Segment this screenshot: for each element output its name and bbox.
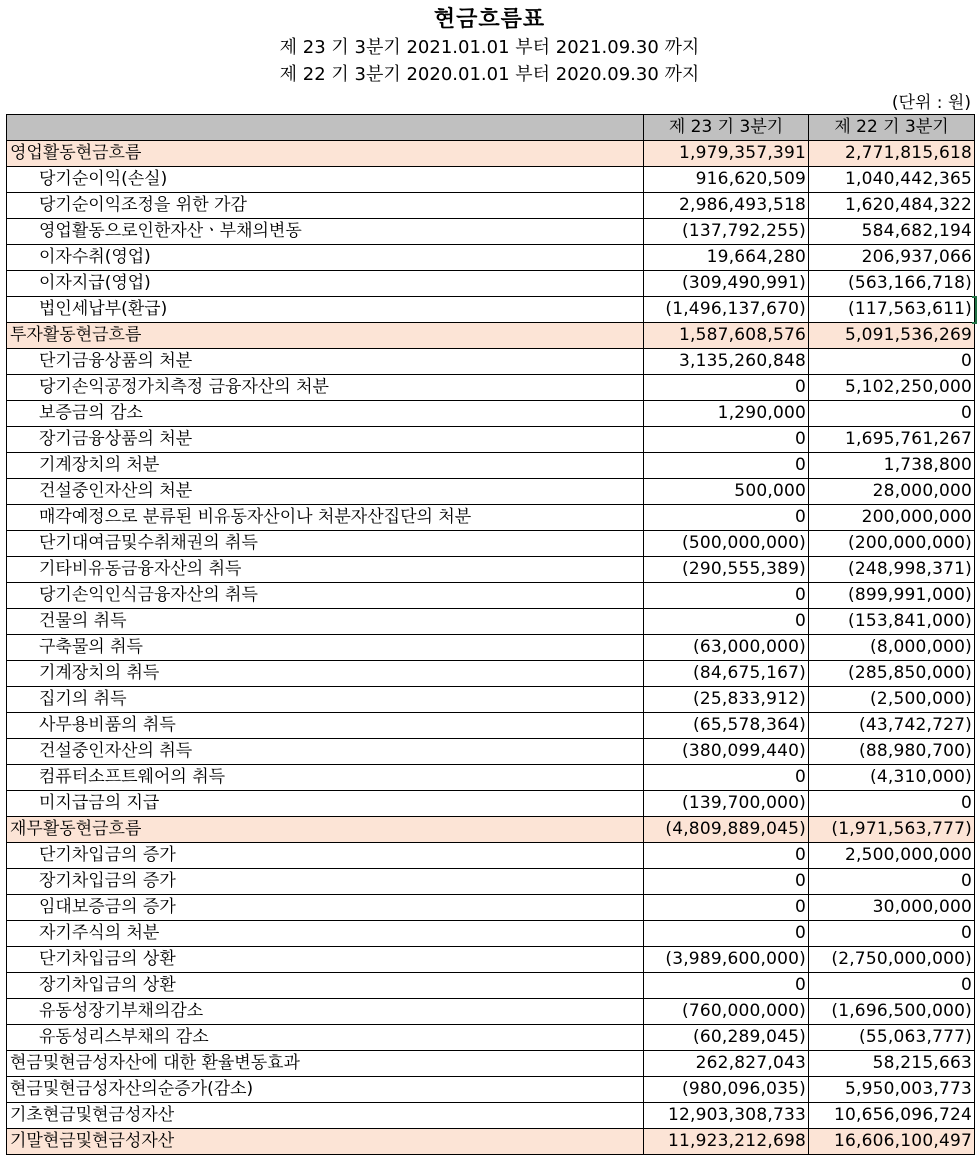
row-label[interactable]: 투자활동현금흐름 bbox=[7, 323, 644, 349]
value-current[interactable]: 0 bbox=[644, 375, 809, 401]
table-row bbox=[7, 609, 975, 635]
cash-flow-table bbox=[6, 114, 975, 1155]
header-cell-label[interactable] bbox=[7, 115, 644, 141]
value-prior[interactable]: (4,310,000) bbox=[809, 765, 975, 791]
value-prior[interactable]: (899,991,000) bbox=[809, 583, 975, 609]
value-prior[interactable]: (153,841,000) bbox=[809, 609, 975, 635]
value-current[interactable]: 11,923,212,698 bbox=[644, 1129, 809, 1155]
row-label[interactable]: 이자수취(영업) bbox=[7, 245, 644, 271]
value-prior[interactable]: (248,998,371) bbox=[809, 557, 975, 583]
row-label[interactable]: 단기금융상품의 처분 bbox=[7, 349, 644, 375]
row-label[interactable]: 법인세납부(환급) bbox=[7, 297, 644, 323]
table-row bbox=[7, 427, 975, 453]
value-prior[interactable]: 5,091,536,269 bbox=[809, 323, 975, 349]
value-prior[interactable]: 58,215,663 bbox=[809, 1051, 975, 1077]
row-label[interactable]: 당기순이익(손실) bbox=[7, 167, 644, 193]
value-current[interactable]: 2,986,493,518 bbox=[644, 193, 809, 219]
row-label[interactable]: 현금및현금성자산에 대한 환율변동효과 bbox=[7, 1051, 644, 1077]
table-row bbox=[7, 973, 975, 999]
row-label[interactable]: 컴퓨터소프트웨어의 취득 bbox=[7, 765, 644, 791]
value-prior[interactable]: (285,850,000) bbox=[809, 661, 975, 687]
value-current[interactable]: 1,290,000 bbox=[644, 401, 809, 427]
value-current[interactable]: 0 bbox=[644, 765, 809, 791]
statement-title: 현금흐름표 bbox=[433, 7, 546, 32]
value-current[interactable]: 0 bbox=[644, 869, 809, 895]
value-prior[interactable]: (117,563,611) bbox=[809, 297, 975, 323]
value-prior[interactable]: 30,000,000 bbox=[809, 895, 975, 921]
total-row bbox=[7, 1129, 975, 1155]
row-label[interactable]: 유동성리스부채의 감소 bbox=[7, 1025, 644, 1051]
row-label[interactable]: 당기손익인식금융자산의 취득 bbox=[7, 583, 644, 609]
value-current[interactable]: 0 bbox=[644, 453, 809, 479]
row-label[interactable]: 건설중인자산의 처분 bbox=[7, 479, 644, 505]
value-current[interactable]: 19,664,280 bbox=[644, 245, 809, 271]
table-row bbox=[7, 921, 975, 947]
value-prior[interactable]: (43,742,727) bbox=[809, 713, 975, 739]
value-current[interactable]: 0 bbox=[644, 921, 809, 947]
row-label[interactable]: 미지급금의 지급 bbox=[7, 791, 644, 817]
value-current[interactable]: (500,000,000) bbox=[644, 531, 809, 557]
table-row bbox=[7, 271, 975, 297]
table-row bbox=[7, 661, 975, 687]
value-prior[interactable]: 1,620,484,322 bbox=[809, 193, 975, 219]
table-row bbox=[7, 297, 975, 323]
value-current[interactable]: (380,099,440) bbox=[644, 739, 809, 765]
value-current[interactable]: 500,000 bbox=[644, 479, 809, 505]
table-row bbox=[7, 765, 975, 791]
value-prior[interactable]: (8,000,000) bbox=[809, 635, 975, 661]
value-current[interactable]: 1,587,608,576 bbox=[644, 323, 809, 349]
value-current[interactable]: (760,000,000) bbox=[644, 999, 809, 1025]
row-label[interactable]: 재무활동현금흐름 bbox=[7, 817, 644, 843]
value-prior[interactable]: 206,937,066 bbox=[809, 245, 975, 271]
table-row bbox=[7, 713, 975, 739]
row-label[interactable]: 당기손익공정가치측정 금융자산의 처분 bbox=[7, 375, 644, 401]
row-label[interactable]: 건물의 취득 bbox=[7, 609, 644, 635]
row-label[interactable]: 기계장치의 처분 bbox=[7, 453, 644, 479]
value-current[interactable]: (1,496,137,670) bbox=[644, 297, 809, 323]
value-prior[interactable]: 0 bbox=[809, 921, 975, 947]
value-current[interactable]: 0 bbox=[644, 973, 809, 999]
value-current[interactable]: 1,979,357,391 bbox=[644, 141, 809, 167]
value-prior[interactable]: 2,771,815,618 bbox=[809, 141, 975, 167]
row-label[interactable]: 기타비유동금융자산의 취득 bbox=[7, 557, 644, 583]
row-label[interactable]: 장기차입금의 증가 bbox=[7, 869, 644, 895]
row-label[interactable]: 현금및현금성자산의순증가(감소) bbox=[7, 1077, 644, 1103]
value-current[interactable]: (63,000,000) bbox=[644, 635, 809, 661]
value-prior[interactable]: 1,695,761,267 bbox=[809, 427, 975, 453]
table-row bbox=[7, 219, 975, 245]
row-label[interactable]: 건설중인자산의 취득 bbox=[7, 739, 644, 765]
value-current[interactable]: 0 bbox=[644, 427, 809, 453]
table-row bbox=[7, 349, 975, 375]
table-row bbox=[7, 505, 975, 531]
table-row bbox=[7, 375, 975, 401]
value-prior[interactable]: (563,166,718) bbox=[809, 271, 975, 297]
value-prior[interactable]: (200,000,000) bbox=[809, 531, 975, 557]
table-body bbox=[7, 141, 975, 1155]
table-row bbox=[7, 1103, 975, 1129]
row-label[interactable]: 장기금융상품의 처분 bbox=[7, 427, 644, 453]
value-prior[interactable]: 16,606,100,497 bbox=[809, 1129, 975, 1155]
value-current[interactable]: (25,833,912) bbox=[644, 687, 809, 713]
value-current[interactable]: 0 bbox=[644, 843, 809, 869]
table-row bbox=[7, 1025, 975, 1051]
header-cell-current[interactable]: 제 23 기 3분기 bbox=[644, 115, 809, 141]
row-label[interactable]: 임대보증금의 증가 bbox=[7, 895, 644, 921]
value-current[interactable]: 0 bbox=[644, 895, 809, 921]
row-label[interactable]: 사무용비품의 취득 bbox=[7, 713, 644, 739]
table-row bbox=[7, 999, 975, 1025]
cell-selection-marker bbox=[972, 296, 977, 324]
value-current[interactable]: (980,096,035) bbox=[644, 1077, 809, 1103]
value-current[interactable]: (65,578,364) bbox=[644, 713, 809, 739]
value-prior[interactable]: 0 bbox=[809, 349, 975, 375]
table-row bbox=[7, 583, 975, 609]
section-row bbox=[7, 141, 975, 167]
row-label[interactable]: 당기순이익조정을 위한 가감 bbox=[7, 193, 644, 219]
table-row bbox=[7, 245, 975, 271]
table-row bbox=[7, 687, 975, 713]
value-prior[interactable]: 200,000,000 bbox=[809, 505, 975, 531]
table-row bbox=[7, 401, 975, 427]
value-current[interactable]: (60,289,045) bbox=[644, 1025, 809, 1051]
row-label[interactable]: 기계장치의 취득 bbox=[7, 661, 644, 687]
unit-label: (단위 : 원) bbox=[891, 93, 971, 113]
value-prior[interactable]: 584,682,194 bbox=[809, 219, 975, 245]
value-prior[interactable]: 1,738,800 bbox=[809, 453, 975, 479]
value-current[interactable]: (290,555,389) bbox=[644, 557, 809, 583]
value-current[interactable]: (139,700,000) bbox=[644, 791, 809, 817]
value-current[interactable]: 262,827,043 bbox=[644, 1051, 809, 1077]
table-row bbox=[7, 479, 975, 505]
header-cell-prior[interactable]: 제 22 기 3분기 bbox=[809, 115, 975, 141]
value-current[interactable]: (84,675,167) bbox=[644, 661, 809, 687]
row-label[interactable]: 유동성장기부채의감소 bbox=[7, 999, 644, 1025]
table-row bbox=[7, 895, 975, 921]
value-prior[interactable]: 28,000,000 bbox=[809, 479, 975, 505]
value-prior[interactable]: 5,950,003,773 bbox=[809, 1077, 975, 1103]
row-label[interactable]: 구축물의 취득 bbox=[7, 635, 644, 661]
row-label[interactable]: 단기차입금의 상환 bbox=[7, 947, 644, 973]
table-row bbox=[7, 1077, 975, 1103]
value-prior[interactable]: (55,063,777) bbox=[809, 1025, 975, 1051]
table-row bbox=[7, 791, 975, 817]
value-prior[interactable]: (1,696,500,000) bbox=[809, 999, 975, 1025]
table-row bbox=[7, 193, 975, 219]
table-row bbox=[7, 739, 975, 765]
row-label[interactable]: 영업활동으로인한자산ㆍ부채의변동 bbox=[7, 219, 644, 245]
table-row bbox=[7, 557, 975, 583]
table-row bbox=[7, 1051, 975, 1077]
row-label[interactable]: 장기차입금의 상환 bbox=[7, 973, 644, 999]
value-prior[interactable]: 0 bbox=[809, 791, 975, 817]
row-label[interactable]: 단기차입금의 증가 bbox=[7, 843, 644, 869]
value-prior[interactable]: 0 bbox=[809, 973, 975, 999]
value-prior[interactable]: 10,656,096,724 bbox=[809, 1103, 975, 1129]
value-current[interactable]: (309,490,991) bbox=[644, 271, 809, 297]
table-row bbox=[7, 843, 975, 869]
row-label[interactable]: 이자지급(영업) bbox=[7, 271, 644, 297]
row-label[interactable]: 매각예정으로 분류된 비유동자산이나 처분자산집단의 처분 bbox=[7, 505, 644, 531]
table-row bbox=[7, 167, 975, 193]
table-row bbox=[7, 869, 975, 895]
value-current[interactable]: (137,792,255) bbox=[644, 219, 809, 245]
value-prior[interactable]: (1,971,563,777) bbox=[809, 817, 975, 843]
row-label[interactable]: 영업활동현금흐름 bbox=[7, 141, 644, 167]
table-row bbox=[7, 531, 975, 557]
value-prior[interactable]: (2,750,000,000) bbox=[809, 947, 975, 973]
value-current[interactable]: 0 bbox=[644, 583, 809, 609]
value-current[interactable]: (4,809,889,045) bbox=[644, 817, 809, 843]
period-current: 제 23 기 3분기 2021.01.01 부터 2021.09.30 까지 bbox=[279, 37, 700, 58]
row-label[interactable]: 보증금의 감소 bbox=[7, 401, 644, 427]
table-row bbox=[7, 947, 975, 973]
value-prior[interactable]: 0 bbox=[809, 401, 975, 427]
value-current[interactable]: 0 bbox=[644, 609, 809, 635]
value-current[interactable]: 916,620,509 bbox=[644, 167, 809, 193]
row-label[interactable]: 집기의 취득 bbox=[7, 687, 644, 713]
value-prior[interactable]: 5,102,250,000 bbox=[809, 375, 975, 401]
value-prior[interactable]: 1,040,442,365 bbox=[809, 167, 975, 193]
row-label[interactable]: 자기주식의 처분 bbox=[7, 921, 644, 947]
row-label[interactable]: 기말현금및현금성자산 bbox=[7, 1129, 644, 1155]
value-current[interactable]: (3,989,600,000) bbox=[644, 947, 809, 973]
value-prior[interactable]: (2,500,000) bbox=[809, 687, 975, 713]
value-prior[interactable]: 0 bbox=[809, 869, 975, 895]
section-row bbox=[7, 323, 975, 349]
value-prior[interactable]: 2,500,000,000 bbox=[809, 843, 975, 869]
table-row bbox=[7, 635, 975, 661]
value-current[interactable]: 0 bbox=[644, 505, 809, 531]
row-label[interactable]: 단기대여금및수취채권의 취득 bbox=[7, 531, 644, 557]
value-prior[interactable]: (88,980,700) bbox=[809, 739, 975, 765]
value-current[interactable]: 3,135,260,848 bbox=[644, 349, 809, 375]
table-header-row bbox=[7, 115, 975, 141]
table-row bbox=[7, 453, 975, 479]
period-prior: 제 22 기 3분기 2020.01.01 부터 2020.09.30 까지 bbox=[279, 64, 700, 85]
value-current[interactable]: 12,903,308,733 bbox=[644, 1103, 809, 1129]
section-row bbox=[7, 817, 975, 843]
row-label[interactable]: 기초현금및현금성자산 bbox=[7, 1103, 644, 1129]
